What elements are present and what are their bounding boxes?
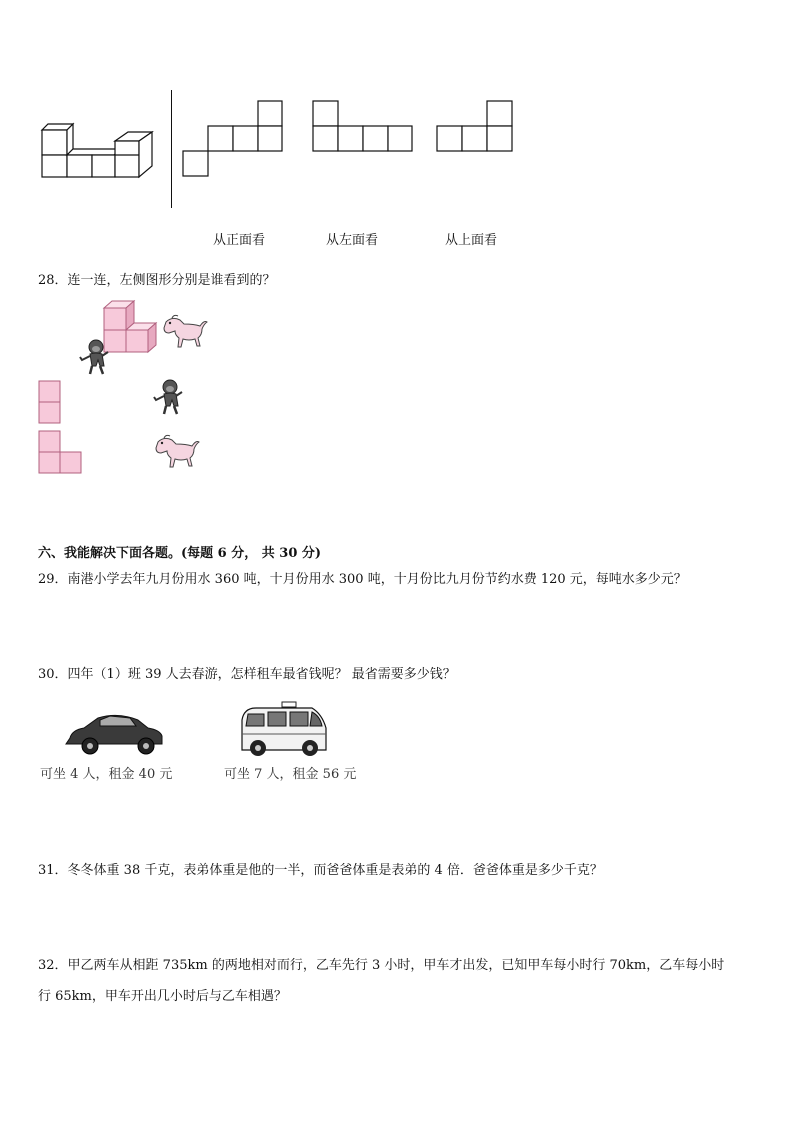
solid-figure bbox=[40, 124, 156, 180]
question-31: 31．冬冬体重 38 千克，表弟体重是他的一半，而爸爸体重是表弟的 4 倍．爸爸体重是多少千克？ bbox=[38, 863, 603, 878]
front-view-grid bbox=[182, 100, 284, 178]
section-heading: 六、我能解决下面各题。(每题 6 分， 共 30 分) bbox=[38, 546, 322, 561]
left-view-grid bbox=[312, 100, 414, 154]
top-view-grid bbox=[436, 100, 514, 154]
question-30: 30．四年（1）班 39 人去春游，怎样租车最省钱呢？ 最省需要多少钱？ bbox=[38, 667, 456, 682]
two-square-column bbox=[38, 380, 62, 424]
left-view-label: 从左面看 bbox=[326, 233, 379, 248]
car-caption: 可坐 4 人，租金 40 元 bbox=[40, 767, 173, 782]
l-shape-grid bbox=[38, 430, 84, 474]
question-29: 29．南港小学去年九月份用水 360 吨，十月份用水 300 吨，十月份比九月份节约水费 120 元，每吨水多少元？ bbox=[38, 572, 687, 587]
dog-icon bbox=[150, 434, 200, 470]
top-view-label: 从上面看 bbox=[445, 233, 498, 248]
car-image bbox=[66, 708, 166, 758]
dog-icon bbox=[158, 314, 208, 350]
van-caption: 可坐 7 人，租金 56 元 bbox=[224, 767, 357, 782]
van-image bbox=[238, 700, 330, 760]
monkey-icon bbox=[78, 338, 114, 378]
divider-line bbox=[171, 90, 172, 208]
question-28: 28．连一连，左侧图形分别是谁看到的？ bbox=[38, 273, 276, 288]
question-32-line1: 32．甲乙两车从相距 735km 的两地相对而行，乙车先行 3 小时，甲车才出发，已知甲车每小时行 70km，乙车每小时 bbox=[38, 958, 725, 973]
front-view-label: 从正面看 bbox=[213, 233, 266, 248]
monkey-icon bbox=[152, 378, 188, 418]
question-32-line2: 行 65km，甲车开出几小时后与乙车相遇？ bbox=[38, 989, 287, 1004]
